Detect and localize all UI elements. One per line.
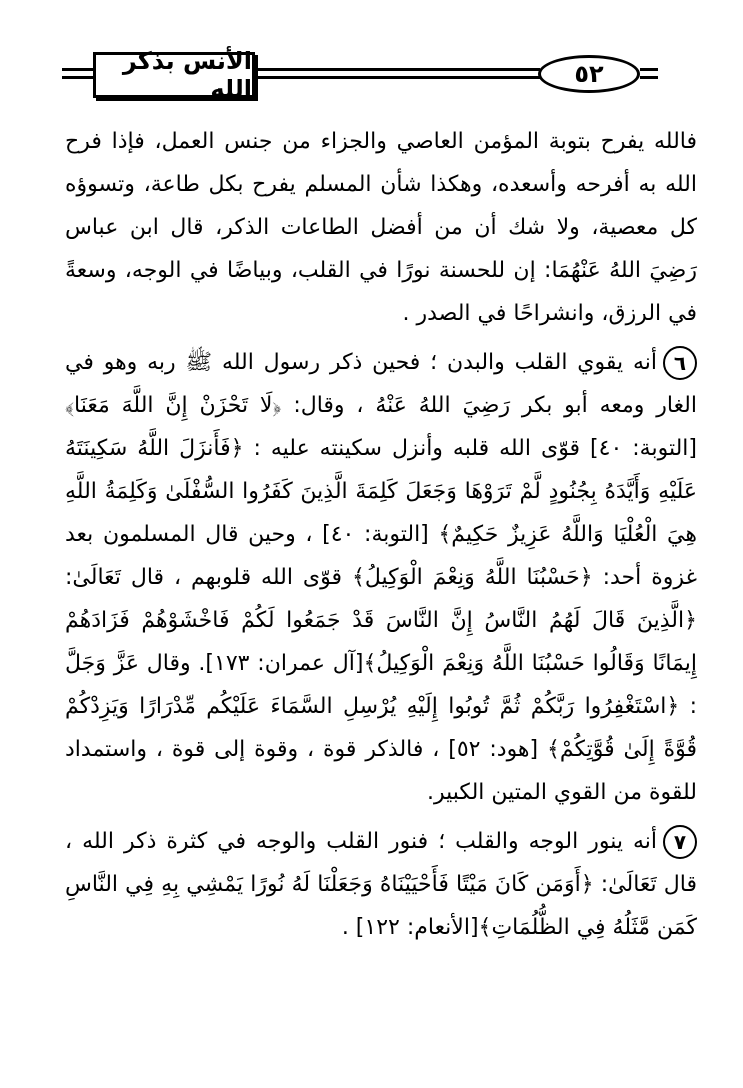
item-number-6: ٦ <box>663 346 697 380</box>
header-rule-left <box>62 68 95 71</box>
page-number: ٥٢ <box>538 55 640 93</box>
paragraph-2 <box>65 341 697 814</box>
header-rule-left-2 <box>62 76 95 79</box>
paragraph-3 <box>65 820 697 949</box>
page-header <box>0 0 743 120</box>
paragraph-3-text: أنه ينور الوجه والقلب ؛ فنور القلب والوجه في كثرة ذكر الله ، قال تَعَالَىٰ: ﴿أَوَمَن كَانَ مَيْتًا فَأَحْيَيْنَاهُ وَجَعَلْنَا لَهُ نُورًا يَمْشِي بِهِ فِي النَّاسِ كَمَن مَّثَلُهُ فِي الظُّلُمَاتِ﴾[الأنعام: ١٢٢] . <box>65 829 697 940</box>
header-rule-middle-2 <box>258 76 540 79</box>
paragraph-2-text: أنه يقوي القلب والبدن ؛ فحين ذكر رسول الله ﷺ ربه وهو في الغار ومعه أبو بكر رَضِيَ اللهُ عَنْهُ ، وقال: ﴿لَا تَحْزَنْ إِنَّ اللَّهَ مَعَنَا﴾ [التوبة: ٤٠] قوّى الله قلبه وأنزل سكينته عليه : ﴿فَأَنزَلَ اللَّهُ سَكِينَتَهُ عَلَيْهِ وَأَيَّدَهُ بِجُنُودٍ لَّمْ تَرَوْهَا وَجَعَلَ كَلِمَةَ الَّذِينَ كَفَرُوا السُّفْلَىٰ وَكَلِمَةُ اللَّهِ هِيَ الْعُلْيَا وَاللَّهُ عَزِيزٌ حَكِيمٌ﴾ [التوبة: ٤٠] ، وحين قال المسلمون بعد غزوة أحد: ﴿حَسْبُنَا اللَّهُ وَنِعْمَ الْوَكِيلُ﴾ قوّى الله قلوبهم ، قال تَعَالَىٰ: ﴿الَّذِينَ قَالَ لَهُمُ النَّاسُ إِنَّ النَّاسَ قَدْ جَمَعُوا لَكُمْ فَاخْشَوْهُمْ فَزَادَهُمْ إِيمَانًا وَقَالُوا حَسْبُنَا اللَّهُ وَنِعْمَ الْوَكِيلُ﴾[آل عمران: ١٧٣]. وقال عَزَّ وَجَلَّ : ﴿اسْتَغْفِرُوا رَبَّكُمْ ثُمَّ تُوبُوا إِلَيْهِ يُرْسِلِ السَّمَاءَ عَلَيْكُم مِّدْرَارًا وَيَزِدْكُمْ قُوَّةً إِلَىٰ قُوَّتِكُمْ﴾ [هود: ٥٢] ، فالذكر قوة ، وقوة إلى قوة ، واستمداد للقوة من القوي المتين الكبير. <box>65 350 697 805</box>
paragraph-1 <box>65 120 697 335</box>
running-title: الأنس بذكر الله <box>93 52 255 98</box>
header-rule-right-2 <box>640 76 658 79</box>
page-body <box>65 120 697 949</box>
header-rule-middle <box>258 68 540 71</box>
header-rule-right <box>640 68 658 71</box>
item-number-7: ٧ <box>663 825 697 859</box>
paragraph-1-text: فالله يفرح بتوبة المؤمن العاصي والجزاء من جنس العمل، فإذا فرح الله به أفرحه وأسعده، وهكذا شأن المسلم يفرح بكل طاعة، وتسوؤه كل معصية، ولا شك أن من أفضل الطاعات الذكر، قال ابن عباس رَضِيَ اللهُ عَنْهُمَا: إن للحسنة نورًا في القلب، وبياضًا في الوجه، وسعةً في الرزق، وانشراحًا في الصدر . <box>65 129 697 326</box>
